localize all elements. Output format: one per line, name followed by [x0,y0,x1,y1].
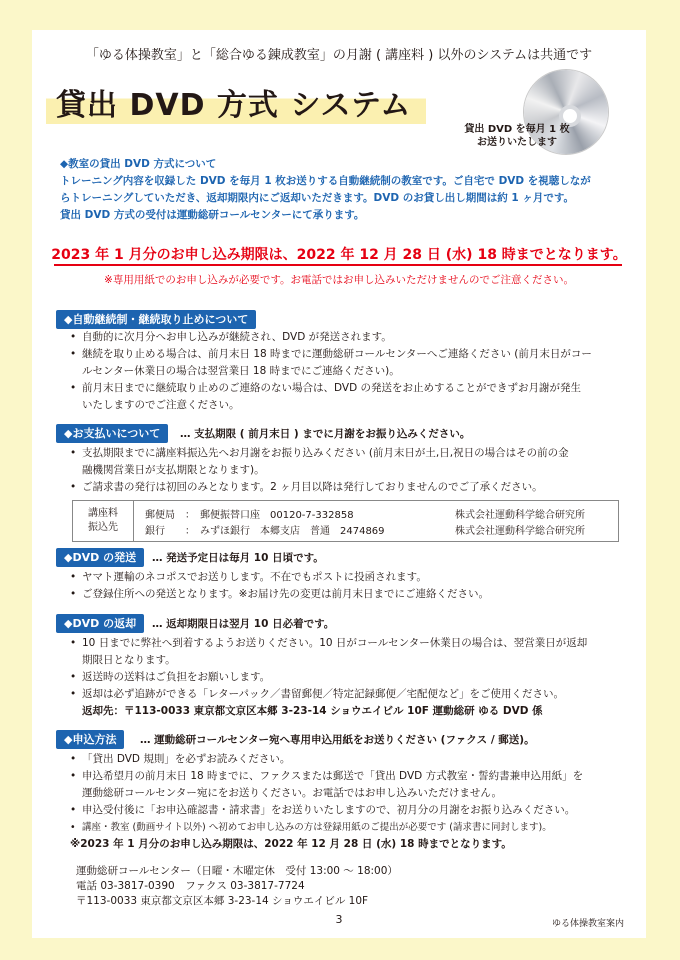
list-item: • ご請求書の発行は初回のみとなります。2 ヶ月目以降は発行しておりませんのでご了承ください。 [70,479,630,496]
bank-row-post: 郵便局 ： 郵便振替口座 00120-7-332858 [145,510,354,521]
section-label-shipping: ◆DVD の発送 [56,548,144,567]
bank-row-bank-holder: 株式会社運動科学総合研究所 [455,526,585,537]
contact-line: 電話 03-3817-0390 ファクス 03-3817-7724 [76,880,305,892]
guide-label: ゆる体操教室案内 [552,919,625,929]
apply-deadline: ※2023 年 1 月分のお申し込み期限は、2022 年 12 月 28 日 (水) 18 時までとなります。 [70,838,512,850]
section-label-auto: ◆自動継続制・継続取り止めについて [56,310,256,329]
section-label-return: ◆DVD の返却 [56,614,144,633]
bank-row-bank: 銀行 ： みずほ銀行 本郷支店 普通 2474869 [145,526,385,537]
intro-line: らトレーニングしていただき、返却期限内にご返却いただきます。DVD のお貸し出し期間は約 1 ヶ月です。 [60,192,575,204]
apply-subtitle: … 運動総研コールセンター宛へ専用申込用紙をお送りください (ファクス / 郵送)。 [140,734,535,746]
payment-subtitle: … 支払期限 ( 前月末日 ) までに月謝をお振り込みください。 [180,428,471,440]
contact-line: 〒113-0033 東京都文京区本郷 3-23-14 ショウエイビル 10F [76,895,369,907]
list-item: • 継続を取り止める場合は、前月末日 18 時までに運動総研コールセンターへご連絡ください (前月末日がコー ルセンター休業日の場合は翌営業日 18 時までにご連絡ください)。 [70,346,630,380]
list-item: • 自動的に次月分へお申し込みが継続され、DVD が発送されます。 [70,329,630,346]
return-subtitle: … 返却期限日は翌月 10 日必着です。 [152,618,335,630]
deadline-notice: 2023 年 1 月分のお申し込み期限は、2022 年 12 月 28 日 (水) 18 時までとなります。 [51,247,627,263]
list-item: • 前月末日までに継続取り止めのご連絡のない場合は、DVD の発送をお止めすることができずお月謝が発生 いたしますのでご注意ください。 [70,380,630,414]
intro-line: トレーニング内容を収録した DVD を毎月 1 枚お送りする自動継続制の教室です。ご自宅で DVD を視聴しなが [60,175,591,187]
bank-row-post-holder: 株式会社運動科学総合研究所 [455,510,585,521]
intro-section [60,156,640,224]
apply-list [70,751,630,853]
list-item: • 10 日までに弊社へ到着するようお送りください。10 日がコールセンター休業日の場合は、翌営業日が返却 期限日となります。 [70,635,630,669]
return-address: 返却先：〒113-0033 東京都文京区本郷 3-23-14 ショウエイビル 10F 運動総研 ゆる DVD 係 [82,705,543,717]
list-item: • 申込希望月の前月末日 18 時までに、ファクスまたは郵送で「貸出 DVD 方式教室・誓約書兼申込用紙」を 運動総研コールセンター宛にをお送りください。お電話ではお申し込みいただけません。 [70,768,630,802]
contact-info [76,864,398,909]
dvd-caption-line: 貸出 DVD を毎月 1 枚 [464,124,570,135]
section-label-apply: ◆申込方法 [56,730,124,749]
page-title: 貸出 DVD 方式 システム [56,88,412,123]
list-item: • 講座・教室 (動画サイト以外) へ初めてお申し込みの方は登録用紙のご提出が必要です (請求書に同封します)。 [70,819,630,836]
auto-list [70,329,630,414]
shipping-subtitle: … 発送予定日は毎月 10 日頃です。 [152,552,324,564]
list-item: • ご登録住所への発送となります。※お届け先の変更は前月末日までにご連絡ください。 [70,586,630,603]
shipping-list [70,569,630,603]
top-note: 「ゆる体操教室」と「総合ゆる錬成教室」の月謝 ( 講座料 ) 以外のシステムは共通です [85,48,593,63]
dvd-caption [452,123,582,149]
page-sheet [32,30,646,938]
list-item: • 返送時の送料はご負担をお願いします。 [70,669,630,686]
deadline-caution: ※専用用紙でのお申し込みが必要です。お電話ではお申し込みいただけませんのでご注意ください。 [104,274,574,286]
deadline-underline [54,264,622,266]
list-item: • 「貸出 DVD 規則」を必ずお読みください。 [70,751,630,768]
bank-table-header: 講座料 振込先 [73,501,134,541]
return-list [70,635,630,720]
section-label-payment: ◆お支払いについて [56,424,168,443]
bank-table [72,500,619,542]
intro-heading: ◆教室の貸出 DVD 方式について [60,158,217,170]
intro-line: 貸出 DVD 方式の受付は運動総研コールセンターにて承ります。 [60,209,365,221]
list-item: • 支払期限までに講座料振込先へお月謝をお振り込みください (前月末日が土,日,祝日の場合はその前の金 融機関営業日が支払期限となります)。 [70,445,630,479]
list-item: • 返却は必ず追跡ができる「レターパック／書留郵便／特定記録郵便／宅配便など」をご使用ください。 [70,686,630,703]
dvd-caption-line: お送りいたします [477,137,557,148]
list-item: • 申込受付後に「お申込確認書・請求書」をお送りいたしますので、初月分の月謝をお振り込みください。 [70,802,630,819]
payment-list [70,445,630,496]
list-item: • ヤマト運輸のネコポスでお送りします。不在でもポストに投函されます。 [70,569,630,586]
contact-line: 運動総研コールセンター（日曜・木曜定休 受付 13:00 ～ 18:00） [76,865,398,877]
page-number: 3 [335,913,343,926]
